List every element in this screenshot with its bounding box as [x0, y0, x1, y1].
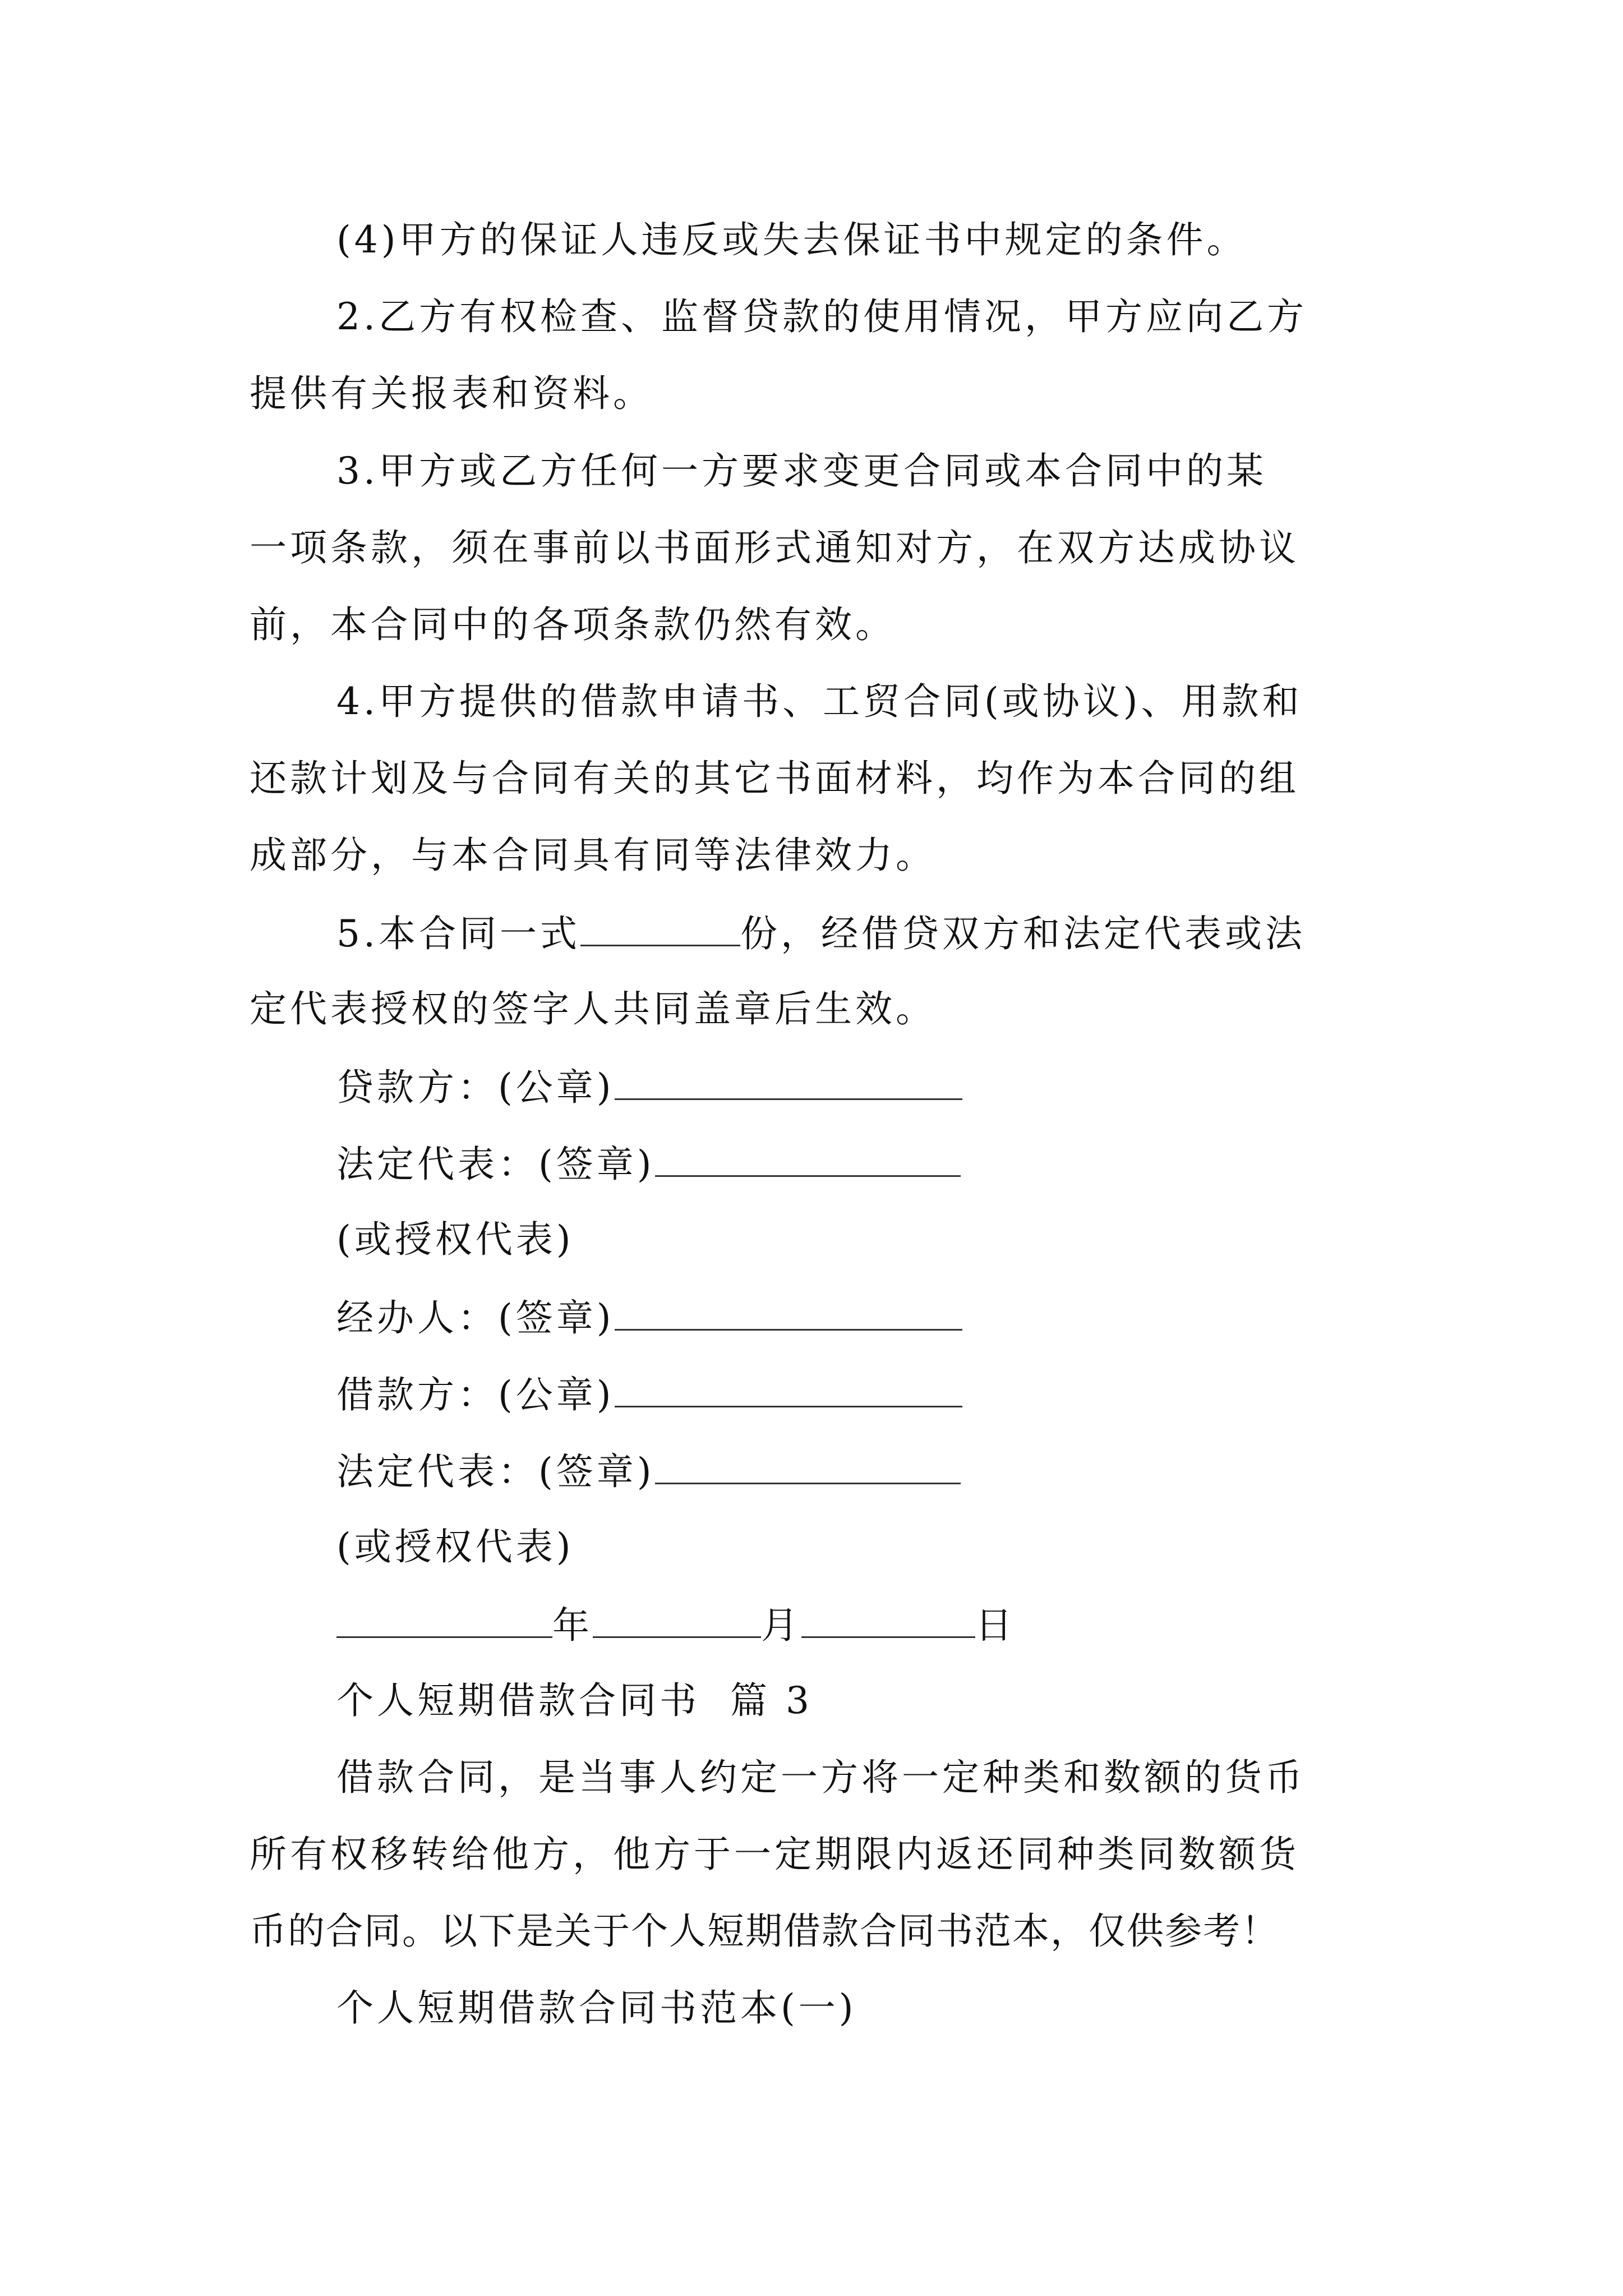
- year-label: 年: [552, 1604, 593, 1647]
- item-5-text-before: 5.本合同一式: [336, 912, 580, 955]
- clause-4-line: (4)甲方的保证人违反或失去保证书中规定的条件。: [336, 218, 1247, 261]
- item-4-line-1: 4.甲方提供的借款申请书、工贸合同(或协议)、用款和: [336, 680, 1303, 723]
- borrower-legal-rep-line: [336, 1448, 961, 1494]
- item-3-line-3: 前，本合同中的各项条款仍然有效。: [250, 603, 896, 646]
- item-3-line-1: 3.甲方或乙方任何一方要求变更合同或本合同中的某: [336, 449, 1267, 493]
- borrower-legal-rep-blank: [655, 1448, 961, 1484]
- item-4-line-2: 还款计划及与合同有关的其它书面材料，均作为本合同的组: [250, 757, 1299, 800]
- day-label: 日: [975, 1604, 1016, 1647]
- lender-authorized-rep: (或授权代表): [336, 1218, 574, 1261]
- handler-label: 经办人：(签章): [336, 1296, 615, 1340]
- lender-legal-rep-blank: [655, 1140, 961, 1177]
- item-5-line-1: [336, 910, 1306, 956]
- year-blank: [336, 1602, 552, 1638]
- borrower-seal-line: [336, 1371, 962, 1418]
- item-5-text-after: 份，经借贷双方和法定代表或法: [740, 912, 1306, 955]
- lender-label: 贷款方：(公章): [336, 1066, 615, 1109]
- handler-line: [336, 1294, 962, 1341]
- date-line: [336, 1602, 1016, 1648]
- item-2-line-1: 2.乙方有权检查、监督贷款的使用情况，甲方应向乙方: [336, 295, 1307, 338]
- item-5-line-2: 定代表授权的签字人共同盖章后生效。: [250, 987, 936, 1030]
- borrower-authorized-rep: (或授权代表): [336, 1525, 574, 1568]
- intro-line-1: 借款合同，是当事人约定一方将一定种类和数额的货币: [336, 1756, 1306, 1799]
- item-4-line-3: 成部分，与本合同具有同等法律效力。: [250, 834, 936, 877]
- borrower-legal-rep-label: 法定代表：(签章): [336, 1450, 655, 1493]
- borrower-label: 借款方：(公章): [336, 1373, 615, 1416]
- copies-blank: [580, 910, 740, 946]
- borrower-seal-blank: [615, 1371, 962, 1407]
- lender-seal-line: [336, 1064, 962, 1110]
- intro-line-3: 币的合同。以下是关于个人短期借款合同书范本，仅供参考！: [250, 1910, 1279, 1953]
- item-2-line-2: 提供有关报表和资料。: [250, 372, 653, 415]
- day-blank: [801, 1602, 975, 1638]
- lender-legal-rep-line: [336, 1140, 961, 1187]
- item-3-line-2: 一项条款，须在事前以书面形式通知对方，在双方达成协议: [250, 526, 1299, 569]
- handler-blank: [615, 1294, 962, 1331]
- section-3-title: 个人短期借款合同书 篇 3: [336, 1679, 813, 1722]
- sample-title: 个人短期借款合同书范本(一): [336, 1986, 857, 2030]
- lender-seal-blank: [615, 1064, 962, 1100]
- intro-line-2: 所有权移转给他方，他方于一定期限内返还同种类同数额货: [250, 1833, 1299, 1876]
- month-blank: [593, 1602, 761, 1638]
- month-label: 月: [761, 1604, 801, 1647]
- lender-legal-rep-label: 法定代表：(签章): [336, 1143, 655, 1186]
